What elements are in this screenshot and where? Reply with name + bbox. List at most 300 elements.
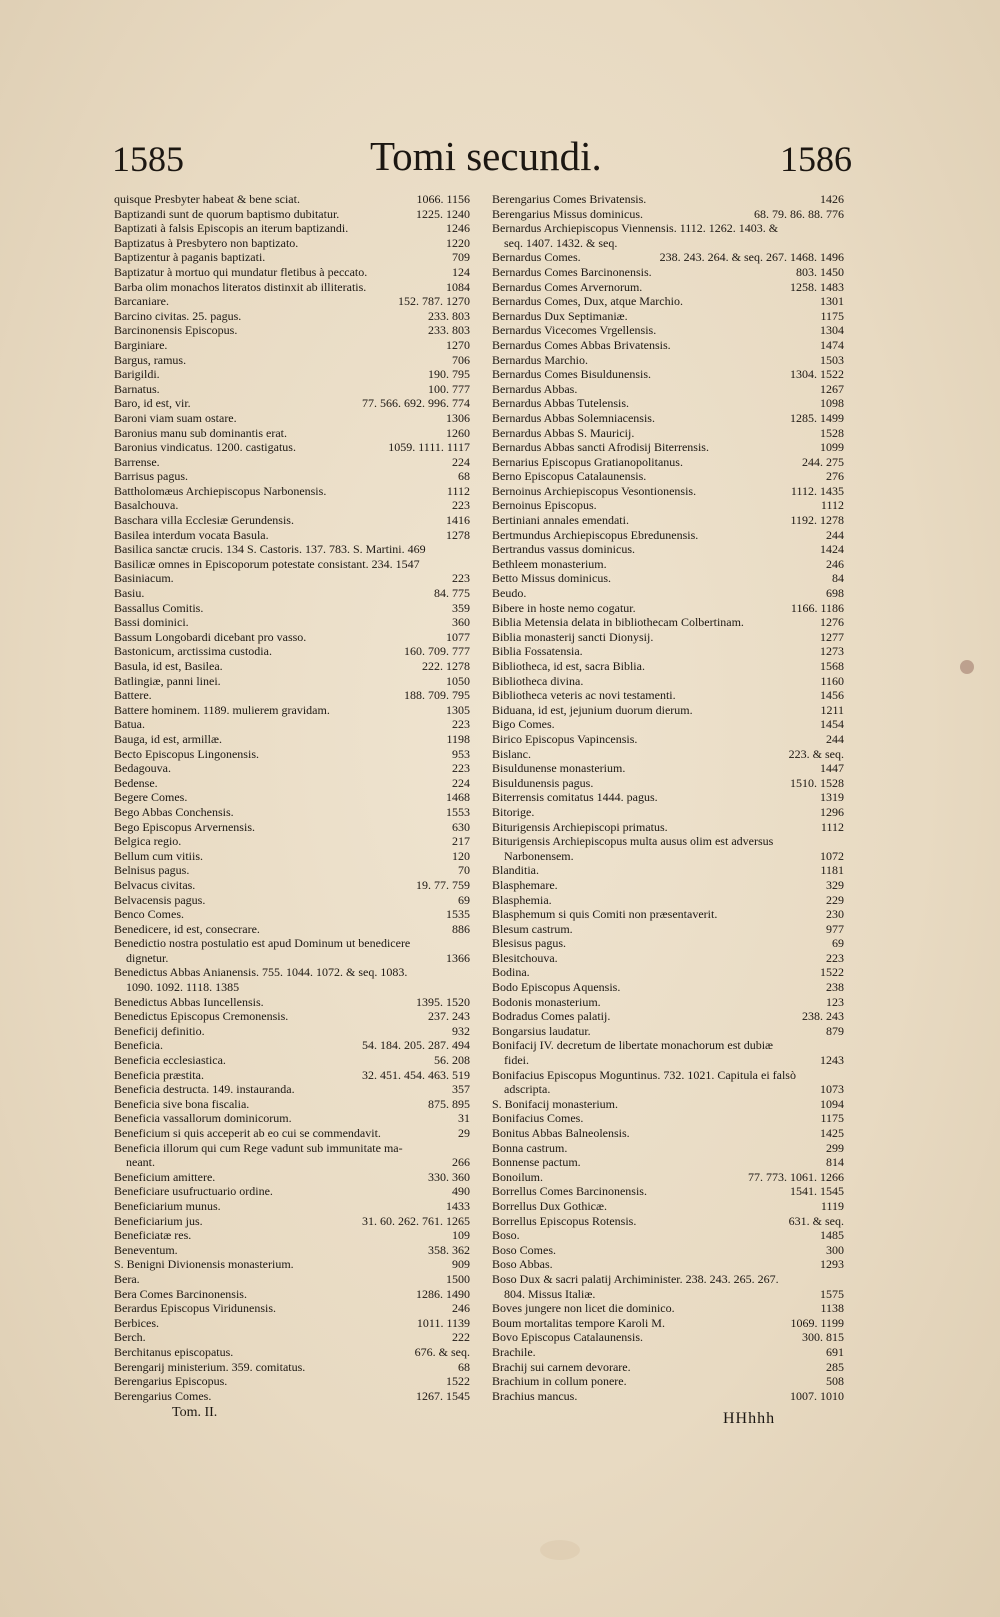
index-entry xyxy=(492,367,848,382)
entry-pages: 238. 243. 264. & seq. 267. 1468. 1496 xyxy=(659,250,844,265)
entry-term: Belnisus pagus. xyxy=(114,863,190,878)
entry-pages: 1112 xyxy=(446,483,470,498)
index-entry xyxy=(114,280,474,295)
entry-pages: 1260 xyxy=(446,425,470,440)
entry-term: Bodina. xyxy=(492,965,530,980)
entry-term: Boves jungere non licet die dominico. xyxy=(492,1301,675,1316)
entry-term: Batlingiæ, panni linei. xyxy=(114,673,221,688)
entry-pages: 1454 xyxy=(820,717,844,732)
entry-term: Begere Comes. xyxy=(114,790,188,805)
entry-term: Boso Comes. xyxy=(492,1242,557,1257)
index-entry xyxy=(114,498,474,513)
entry-term: Brachius mancus. xyxy=(492,1388,578,1403)
index-entry xyxy=(492,863,848,878)
entry-term: Benedicere, id est, consecrare. xyxy=(114,921,260,936)
entry-term: Bedagouva. xyxy=(114,761,171,776)
entry-pages: 1276 xyxy=(820,615,844,630)
index-entry xyxy=(492,1068,848,1097)
index-entry xyxy=(492,1170,848,1185)
index-entry xyxy=(492,469,848,484)
index-entry xyxy=(114,601,474,616)
index-entry xyxy=(492,1126,848,1141)
entry-term: Blasphemia. xyxy=(492,892,552,907)
index-entry xyxy=(114,294,474,309)
entry-pages: 1267. 1545 xyxy=(416,1388,470,1403)
entry-term: Blesitchouva. xyxy=(492,950,558,965)
entry-pages: 1198 xyxy=(446,731,470,746)
entry-pages: 31 xyxy=(458,1111,470,1126)
entry-pages: 1175 xyxy=(820,308,844,323)
entry-pages: 84 xyxy=(832,571,844,586)
entry-continuation: Narbonensem. xyxy=(504,848,574,863)
index-entry xyxy=(114,644,474,659)
entry-pages: 1258. 1483 xyxy=(790,279,844,294)
index-entry xyxy=(492,1345,848,1360)
entry-term: Benedictus Abbas Iuncellensis. xyxy=(114,994,264,1009)
index-entry xyxy=(492,747,848,762)
index-entry xyxy=(114,1287,474,1302)
index-entry xyxy=(114,863,474,878)
entry-pages: 1286. 1490 xyxy=(416,1286,470,1301)
entry-term: Barcino civitas. 25. pagus. xyxy=(114,308,242,323)
entry-term: Bisuldunense monasterium. xyxy=(492,761,626,776)
index-column-right xyxy=(492,192,848,1403)
entry-term: Berengarius Episcopus. xyxy=(114,1374,228,1389)
index-entry xyxy=(114,1111,474,1126)
entry-pages: 1270 xyxy=(446,337,470,352)
entry-pages: 300 xyxy=(826,1242,844,1257)
entry-pages: 1225. 1240 xyxy=(416,206,470,221)
entry-term: Birico Episcopus Vapincensis. xyxy=(492,731,638,746)
entry-term: Barrisus pagus. xyxy=(114,469,188,484)
index-entry xyxy=(492,484,848,499)
entry-term: Bongarsius laudatur. xyxy=(492,1023,591,1038)
index-entry xyxy=(492,1257,848,1272)
entry-term: Bisuldunensis pagus. xyxy=(492,775,594,790)
entry-term: Betto Missus dominicus. xyxy=(492,571,612,586)
entry-term: Bonoilum. xyxy=(492,1169,544,1184)
entry-pages: 631. & seq. xyxy=(788,1213,844,1228)
entry-term: Beudo. xyxy=(492,586,527,601)
index-entry xyxy=(114,936,474,965)
index-entry xyxy=(492,1301,848,1316)
entry-term: Bonifacius Episcopus Moguntinus. 732. 1021. Capitula ei falsò xyxy=(492,1067,796,1082)
index-entry xyxy=(114,221,474,236)
entry-term: Beneficia ecclesiastica. xyxy=(114,1053,226,1068)
entry-pages: 359 xyxy=(452,600,470,615)
entry-term: Baro, id est, vir. xyxy=(114,396,191,411)
index-entry xyxy=(492,1389,848,1404)
entry-term: Bodonis monasterium. xyxy=(492,994,601,1009)
entry-pages: 222 xyxy=(452,1330,470,1345)
index-entry xyxy=(492,1228,848,1243)
index-entry xyxy=(492,893,848,908)
entry-pages: 224 xyxy=(452,454,470,469)
entry-term: Bethleem monasterium. xyxy=(492,556,607,571)
entry-term: Boso. xyxy=(492,1228,520,1243)
entry-pages: 32. 451. 454. 463. 519 xyxy=(362,1067,470,1082)
entry-pages: 1503 xyxy=(820,352,844,367)
entry-term: Basula, id est, Basilea. xyxy=(114,659,223,673)
entry-term: Blanditia. xyxy=(492,863,539,878)
entry-term: Bernoinus Archiepiscopus Vesontionensis. xyxy=(492,483,697,498)
entry-term: quisque Presbyter habeat & bene sciat. xyxy=(114,192,300,206)
index-entry xyxy=(114,1272,474,1287)
entry-pages: 124 xyxy=(452,264,470,279)
entry-term: Baptizandi sunt de quorum baptismo dubitatur. xyxy=(114,206,340,221)
index-entry xyxy=(114,965,474,994)
index-column-left xyxy=(114,192,474,1403)
entry-term: Bibliotheca veteris ac novi testamenti. xyxy=(492,688,676,703)
entry-term: S. Benigni Divionensis monasterium. xyxy=(114,1257,294,1272)
index-entry xyxy=(114,1360,474,1375)
entry-term: Becto Episcopus Lingonensis. xyxy=(114,746,259,761)
entry-pages: 1181 xyxy=(820,863,844,878)
entry-term: Berch. xyxy=(114,1330,146,1345)
entry-term: Boso Abbas. xyxy=(492,1257,553,1272)
entry-term: Berbices. xyxy=(114,1315,159,1330)
entry-pages: 1424 xyxy=(820,542,844,557)
entry-term: Benedictus Abbas Anianensis. 755. 1044. 1072. & seq. 1083. xyxy=(114,965,408,980)
index-entry xyxy=(114,542,474,557)
signature-mark: HHhhh xyxy=(723,1410,776,1427)
entry-pages: 300. 815 xyxy=(802,1330,844,1345)
index-entry xyxy=(492,688,848,703)
entry-pages: 223. & seq. xyxy=(788,746,844,761)
entry-term: Bernardus Comes Abbas Brivatensis. xyxy=(492,337,671,352)
entry-continuation: seq. 1407. 1432. & seq. xyxy=(504,235,618,250)
index-entry xyxy=(114,630,474,645)
entry-pages: 233. 803 xyxy=(428,323,470,338)
index-entry xyxy=(114,1009,474,1024)
entry-pages: 299 xyxy=(826,1140,844,1155)
index-entry xyxy=(492,936,848,951)
entry-pages: 223 xyxy=(452,717,470,732)
entry-continuation-pages: 1575 xyxy=(820,1286,844,1301)
index-entry xyxy=(492,820,848,835)
entry-term: Basilica sanctæ crucis. 134 S. Castoris. 137. 783. S. Martini. 469 xyxy=(114,542,426,557)
entry-term: Blasphemum si quis Comiti non præsentaverit. xyxy=(492,907,718,922)
entry-term: Boum mortalitas tempore Karoli M. xyxy=(492,1315,665,1330)
entry-term: Berengarius Missus dominicus. xyxy=(492,206,643,221)
entry-term: Bego Episcopus Arvernensis. xyxy=(114,819,255,834)
index-entry xyxy=(492,411,848,426)
entry-term: Bigo Comes. xyxy=(492,717,555,732)
entry-pages: 223 xyxy=(452,498,470,513)
entry-pages: 1267 xyxy=(820,381,844,396)
entry-term: Berengarij ministerium. 359. comitatus. xyxy=(114,1359,306,1374)
entry-term: Bernardus Dux Septimaniæ. xyxy=(492,308,628,323)
entry-term: Boso Dux & sacri palatij Archiminister. 238. 243. 265. 267. xyxy=(492,1271,779,1286)
index-entry xyxy=(114,820,474,835)
index-entry xyxy=(492,221,848,250)
entry-pages: 1099 xyxy=(820,440,844,455)
index-entry xyxy=(114,338,474,353)
index-entry xyxy=(492,965,848,980)
entry-term: Beneficia sive bona fiscalia. xyxy=(114,1096,250,1111)
index-entry xyxy=(114,1141,474,1170)
index-entry xyxy=(492,1360,848,1375)
index-entry xyxy=(114,907,474,922)
entry-pages: 676. & seq. xyxy=(414,1344,470,1359)
entry-term: Beneficium amittere. xyxy=(114,1169,216,1184)
entry-pages: 224 xyxy=(452,775,470,790)
index-entry xyxy=(492,323,848,338)
entry-term: Baptizatur à mortuo qui mundatur fletibus à peccato. xyxy=(114,264,368,279)
entry-pages: 953 xyxy=(452,746,470,761)
entry-pages: 1192. 1278 xyxy=(790,513,844,528)
entry-term: Bernardus Abbas S. Mauricij. xyxy=(492,425,635,440)
index-entry xyxy=(492,396,848,411)
entry-pages: 1098 xyxy=(820,396,844,411)
entry-pages: 276 xyxy=(826,469,844,484)
entry-pages: 630 xyxy=(452,819,470,834)
entry-term: Bauga, id est, armillæ. xyxy=(114,731,222,746)
entry-pages: 68 xyxy=(458,469,470,484)
entry-pages: 223 xyxy=(452,761,470,776)
entry-pages: 1175 xyxy=(820,1111,844,1126)
entry-continuation: 1090. 1092. 1118. 1385 xyxy=(126,980,240,995)
entry-pages: 1468 xyxy=(446,790,470,805)
index-entry xyxy=(492,805,848,820)
entry-pages: 1433 xyxy=(446,1198,470,1213)
index-entry xyxy=(114,878,474,893)
entry-term: Barigildi. xyxy=(114,367,160,382)
index-entry xyxy=(114,922,474,937)
entry-pages: 1296 xyxy=(820,804,844,819)
entry-pages: 1304 xyxy=(820,323,844,338)
index-entry xyxy=(492,440,848,455)
entry-term: Brachij sui carnem devorare. xyxy=(492,1359,631,1374)
entry-term: Bassum Longobardi dicebant pro vasso. xyxy=(114,629,307,644)
entry-pages: 56. 208 xyxy=(434,1053,470,1068)
entry-pages: 285 xyxy=(826,1359,844,1374)
entry-term: Bera. xyxy=(114,1271,140,1286)
index-entry xyxy=(492,280,848,295)
entry-pages: 330. 360 xyxy=(428,1169,470,1184)
entry-term: Biblia Fossatensia. xyxy=(492,644,583,659)
entry-pages: 70 xyxy=(458,863,470,878)
entry-term: Benco Comes. xyxy=(114,907,184,922)
entry-pages: 1319 xyxy=(820,790,844,805)
page-title: Tomi secundi. xyxy=(370,133,602,179)
index-entry xyxy=(114,440,474,455)
entry-term: Borrellus Comes Barcinonensis. xyxy=(492,1184,647,1199)
index-entry xyxy=(114,688,474,703)
volume-footer: Tom. II. xyxy=(172,1405,218,1420)
index-entry xyxy=(492,1374,848,1389)
entry-term: Benedictus Episcopus Cremonensis. xyxy=(114,1009,289,1024)
entry-term: Basiu. xyxy=(114,586,145,601)
index-entry xyxy=(492,207,848,222)
entry-term: Bernardus Marchio. xyxy=(492,352,588,367)
entry-term: Bassallus Comitis. xyxy=(114,600,204,615)
entry-pages: 490 xyxy=(452,1184,470,1199)
entry-pages: 1112 xyxy=(820,819,844,834)
index-entry xyxy=(114,703,474,718)
index-entry xyxy=(492,1009,848,1024)
entry-term: Baronius manu sub dominantis erat. xyxy=(114,425,287,440)
index-entry xyxy=(114,571,474,586)
entry-pages: 1285. 1499 xyxy=(790,410,844,425)
entry-pages: 1066. 1156 xyxy=(416,192,470,206)
entry-term: Bernardus Abbas Tutelensis. xyxy=(492,396,630,411)
entry-term: Battholomæus Archiepiscopus Narbonensis. xyxy=(114,483,327,498)
entry-pages: 1426 xyxy=(820,192,844,206)
entry-term: Bernoinus Episcopus. xyxy=(492,498,597,513)
entry-term: Bernardus Comes. xyxy=(492,250,581,265)
entry-term: S. Bonifacij monasterium. xyxy=(492,1096,618,1111)
entry-pages: 188. 709. 795 xyxy=(404,688,470,703)
entry-pages: 875. 895 xyxy=(428,1096,470,1111)
index-entry xyxy=(114,265,474,280)
entry-term: Blasphemare. xyxy=(492,877,558,892)
index-entry xyxy=(114,1243,474,1258)
index-entry xyxy=(492,790,848,805)
index-entry xyxy=(492,455,848,470)
index-entry xyxy=(114,469,474,484)
index-entry xyxy=(114,776,474,791)
entry-term: Beneficiarium munus. xyxy=(114,1198,221,1213)
entry-term: Berengarius Comes Brivatensis. xyxy=(492,192,647,206)
entry-term: Beneficiatæ res. xyxy=(114,1228,192,1243)
entry-pages: 1160 xyxy=(820,673,844,688)
entry-term: Berardus Episcopus Viridunensis. xyxy=(114,1301,277,1316)
entry-pages: 160. 709. 777 xyxy=(404,644,470,659)
entry-pages: 1447 xyxy=(820,761,844,776)
index-entry xyxy=(492,353,848,368)
entry-term: Biblia Metensia delata in bibliothecam Colbertinam. xyxy=(492,615,744,630)
index-entry xyxy=(114,323,474,338)
entry-pages: 1277 xyxy=(820,629,844,644)
entry-pages: 1306 xyxy=(446,410,470,425)
entry-pages: 1522 xyxy=(820,965,844,980)
entry-pages: 706 xyxy=(452,352,470,367)
entry-pages: 190. 795 xyxy=(428,367,470,382)
index-entry xyxy=(492,557,848,572)
entry-term: Bernardus Comes Barcinonensis. xyxy=(492,264,652,279)
entry-term: Beneficiare usufructuario ordine. xyxy=(114,1184,273,1199)
index-entry xyxy=(114,411,474,426)
entry-continuation-pages: 266 xyxy=(452,1155,470,1170)
entry-pages: 19. 77. 759 xyxy=(416,877,470,892)
index-entry xyxy=(114,309,474,324)
entry-term: Bonnense pactum. xyxy=(492,1155,581,1170)
entry-pages: 230 xyxy=(826,907,844,922)
index-entry xyxy=(492,1330,848,1345)
entry-pages: 357 xyxy=(452,1082,470,1097)
entry-pages: 879 xyxy=(826,1023,844,1038)
entry-term: Barrense. xyxy=(114,454,160,469)
entry-pages: 223 xyxy=(452,571,470,586)
entry-term: Bernardus Abbas Solemniacensis. xyxy=(492,410,655,425)
entry-term: Bibere in hoste nemo cogatur. xyxy=(492,600,636,615)
index-entry xyxy=(492,1199,848,1214)
index-entry xyxy=(114,1199,474,1214)
entry-pages: 100. 777 xyxy=(428,381,470,396)
entry-pages: 217 xyxy=(452,834,470,849)
entry-pages: 69 xyxy=(832,936,844,951)
index-entry xyxy=(114,1316,474,1331)
index-entry xyxy=(114,236,474,251)
index-entry xyxy=(114,586,474,601)
page-number-right: 1586 xyxy=(780,139,852,179)
index-entry xyxy=(114,557,474,572)
entry-pages: 1528 xyxy=(820,425,844,440)
entry-term: Barnatus. xyxy=(114,381,160,396)
entry-pages: 886 xyxy=(452,921,470,936)
index-entry xyxy=(114,834,474,849)
index-entry xyxy=(492,1097,848,1112)
entry-term: Bego Abbas Conchensis. xyxy=(114,804,234,819)
entry-term: Battere. xyxy=(114,688,152,703)
entry-continuation-pages: 1366 xyxy=(446,950,470,965)
entry-term: Bernardus Comes, Dux, atque Marchio. xyxy=(492,294,683,309)
entry-term: Bellum cum vitiis. xyxy=(114,848,203,863)
entry-pages: 1112. 1435 xyxy=(790,483,844,498)
paper-stain xyxy=(960,660,974,674)
index-entry xyxy=(492,294,848,309)
index-entry xyxy=(114,192,474,207)
index-entry xyxy=(114,367,474,382)
entry-pages: 814 xyxy=(826,1155,844,1170)
index-entry xyxy=(492,250,848,265)
entry-term: Biblia monasterij sancti Dionysij. xyxy=(492,629,654,644)
entry-term: Bastonicum, arctissima custodia. xyxy=(114,644,272,659)
entry-pages: 1500 xyxy=(446,1271,470,1286)
entry-term: Beneficia præstita. xyxy=(114,1067,204,1082)
index-entry xyxy=(492,761,848,776)
index-entry xyxy=(114,250,474,265)
index-entry xyxy=(492,732,848,747)
entry-term: Basalchouva. xyxy=(114,498,179,513)
index-entry xyxy=(492,498,848,513)
index-entry xyxy=(114,455,474,470)
index-entry xyxy=(114,732,474,747)
index-entry xyxy=(492,995,848,1010)
entry-pages: 246 xyxy=(452,1301,470,1316)
index-entry xyxy=(492,513,848,528)
index-entry xyxy=(114,1228,474,1243)
index-entry xyxy=(492,1024,848,1039)
entry-pages: 1456 xyxy=(820,688,844,703)
entry-pages: 244 xyxy=(826,731,844,746)
entry-term: Biturigensis Archiepiscopi primatus. xyxy=(492,819,668,834)
entry-continuation: dignetur. xyxy=(126,950,169,965)
entry-pages: 229 xyxy=(826,892,844,907)
entry-pages: 1069. 1199 xyxy=(790,1315,844,1330)
index-entry xyxy=(114,1082,474,1097)
entry-term: Bassi dominici. xyxy=(114,615,189,630)
index-entry xyxy=(492,878,848,893)
entry-term: Baschara villa Ecclesiæ Gerundensis. xyxy=(114,513,294,528)
index-entry xyxy=(114,1257,474,1272)
entry-pages: 1050 xyxy=(446,673,470,688)
index-entry xyxy=(492,1316,848,1331)
entry-term: Borrellus Episcopus Rotensis. xyxy=(492,1213,637,1228)
entry-term: Belvacensis pagus. xyxy=(114,892,206,907)
paper-stain xyxy=(540,1540,580,1560)
entry-term: Batua. xyxy=(114,717,145,732)
entry-pages: 29 xyxy=(458,1126,470,1140)
entry-pages: 1301 xyxy=(820,294,844,309)
index-entry xyxy=(114,207,474,222)
entry-term: Berchitanus episcopatus. xyxy=(114,1344,234,1359)
index-entry xyxy=(114,1214,474,1229)
entry-term: Bibliotheca divina. xyxy=(492,673,584,688)
entry-term: Baptizentur à paganis baptizati. xyxy=(114,250,266,265)
entry-pages: 244. 275 xyxy=(802,454,844,469)
